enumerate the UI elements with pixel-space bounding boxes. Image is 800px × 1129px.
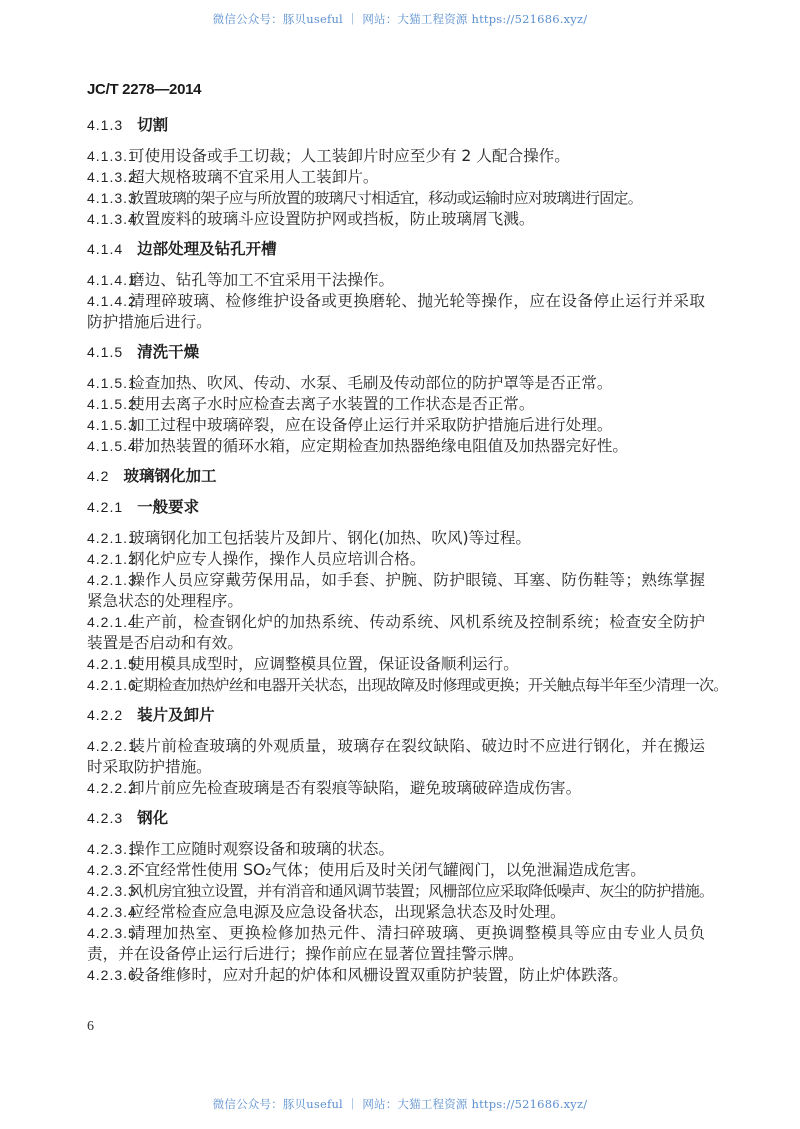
clause-number: 4.2.2.1 bbox=[87, 738, 137, 754]
clause-text: 清理碎玻璃、检修维护设备或更换磨轮、抛光轮等操作，应在设备停止运行并采取防护措施后进行。 bbox=[87, 292, 705, 331]
clause-number: 4.2.3.3 bbox=[87, 883, 137, 899]
clause-number: 4.1.3.1 bbox=[87, 148, 137, 164]
heading-text: 装片及卸片 bbox=[137, 706, 215, 724]
clause-number: 4.1.5.3 bbox=[87, 417, 137, 433]
watermark-top: 微信公众号：豚贝useful ｜ 网站：大猫工程资源 https://521686.xyz/ bbox=[212, 12, 588, 26]
clause-item bbox=[87, 209, 705, 230]
clause-number: 4.1.3.2 bbox=[87, 169, 137, 185]
clause-number: 4.1.5 bbox=[87, 344, 124, 360]
section-heading bbox=[87, 808, 705, 829]
clause-item bbox=[87, 675, 728, 696]
clause-text: 放置废料的玻璃斗应设置防护网或挡板，防止玻璃屑飞溅。 bbox=[129, 210, 535, 228]
clause-number: 4.2.1.6 bbox=[87, 677, 137, 693]
heading-text: 边部处理及钻孔开槽 bbox=[137, 240, 277, 258]
clause-item bbox=[87, 436, 705, 457]
watermark-bottom: 微信公众号：豚贝useful ｜ 网站：大猫工程资源 https://521686.xyz/ bbox=[212, 1097, 588, 1111]
clause-item bbox=[87, 778, 705, 799]
clause-number: 4.2.1.4 bbox=[87, 614, 137, 630]
clause-item bbox=[87, 736, 705, 778]
clause-text: 风机房宜独立设置，并有消音和通风调节装置；风栅部位应采取降低噪声、灰尘的防护措施。 bbox=[129, 882, 714, 900]
clause-item bbox=[87, 965, 705, 986]
clause-number: 4.2.1.2 bbox=[87, 551, 137, 567]
clause-item bbox=[87, 291, 705, 333]
clause-item bbox=[87, 570, 705, 612]
section-heading bbox=[87, 705, 705, 726]
clause-number: 4.2.3.5 bbox=[87, 925, 137, 941]
clause-text: 生产前，检查钢化炉的加热系统、传动系统、风机系统及控制系统；检查安全防护装置是否启动和有效。 bbox=[87, 613, 705, 652]
heading-text: 一般要求 bbox=[137, 498, 200, 516]
clause-text: 钢化炉应专人操作，操作人员应培训合格。 bbox=[129, 550, 426, 568]
clause-item bbox=[87, 167, 705, 188]
clause-item bbox=[87, 860, 705, 881]
clause-number: 4.1.3.4 bbox=[87, 211, 137, 227]
clause-number: 4.1.4.2 bbox=[87, 293, 137, 309]
section-heading bbox=[87, 342, 705, 363]
clause-item bbox=[87, 188, 705, 209]
standard-number: JC/T 2278—2014 bbox=[87, 81, 202, 98]
clause-number: 4.2 bbox=[87, 468, 110, 484]
clause-text: 操作人员应穿戴劳保用品，如手套、护腕、防护眼镜、耳塞、防伤鞋等；熟练掌握紧急状态的处理程序。 bbox=[87, 571, 705, 610]
clause-text: 磨边、钻孔等加工不宜采用干法操作。 bbox=[129, 271, 395, 289]
clause-text: 清理加热室、更换检修加热元件、清扫碎玻璃、更换调整模具等应由专业人员负责，并在设备停止运行后进行；操作前应在显著位置挂警示牌。 bbox=[87, 924, 705, 963]
clause-number: 4.2.3.1 bbox=[87, 841, 137, 857]
clause-number: 4.1.5.1 bbox=[87, 375, 137, 391]
clause-item bbox=[87, 415, 705, 436]
clause-item bbox=[87, 654, 705, 675]
clause-item bbox=[87, 839, 705, 860]
document-body bbox=[87, 115, 728, 986]
section-heading bbox=[87, 466, 705, 487]
clause-number: 4.2.3.2 bbox=[87, 862, 137, 878]
clause-text: 超大规格玻璃不宜采用人工装卸片。 bbox=[129, 168, 379, 186]
clause-number: 4.2.2.2 bbox=[87, 780, 137, 796]
clause-item bbox=[87, 881, 714, 902]
clause-text: 不宜经常性使用 SO₂气体；使用后及时关闭气罐阀门，以免泄漏造成危害。 bbox=[129, 861, 646, 879]
page-number: 6 bbox=[87, 1019, 94, 1034]
heading-text: 清洗干燥 bbox=[137, 343, 200, 361]
section-heading bbox=[87, 115, 705, 136]
clause-text: 卸片前应先检查玻璃是否有裂痕等缺陷，避免玻璃破碎造成伤害。 bbox=[129, 779, 582, 797]
clause-item bbox=[87, 612, 705, 654]
heading-text: 钢化 bbox=[137, 809, 169, 827]
clause-text: 设备维修时，应对升起的炉体和风栅设置双重防护装置，防止炉体跌落。 bbox=[129, 966, 629, 984]
clause-text: 操作工应随时观察设备和玻璃的状态。 bbox=[129, 840, 395, 858]
clause-number: 4.1.3 bbox=[87, 117, 124, 133]
clause-number: 4.2.2 bbox=[87, 707, 124, 723]
clause-item bbox=[87, 270, 705, 291]
clause-text: 定期检查加热炉丝和电器开关状态，出现故障及时修理或更换；开关触点每半年至少清理一次。 bbox=[129, 676, 728, 694]
clause-number: 4.2.1.1 bbox=[87, 530, 137, 546]
section-heading bbox=[87, 239, 705, 260]
clause-number: 4.2.3.4 bbox=[87, 904, 137, 920]
clause-text: 可使用设备或手工切裁；人工装卸片时应至少有 2 人配合操作。 bbox=[129, 147, 570, 165]
clause-number: 4.2.1 bbox=[87, 499, 124, 515]
clause-item bbox=[87, 146, 705, 167]
clause-number: 4.2.3.6 bbox=[87, 967, 137, 983]
section-heading bbox=[87, 497, 705, 518]
clause-text: 装片前检查玻璃的外观质量，玻璃存在裂纹缺陷、破边时不应进行钢化，并在搬运时采取防护措施。 bbox=[87, 737, 705, 776]
heading-text: 玻璃钢化加工 bbox=[123, 467, 217, 485]
clause-number: 4.1.5.4 bbox=[87, 438, 137, 454]
clause-text: 放置玻璃的架子应与所放置的玻璃尺寸相适宜，移动或运输时应对玻璃进行固定。 bbox=[129, 189, 643, 207]
clause-item bbox=[87, 394, 705, 415]
clause-item bbox=[87, 528, 705, 549]
clause-number: 4.2.3 bbox=[87, 810, 124, 826]
clause-text: 加工过程中玻璃碎裂，应在设备停止运行并采取防护措施后进行处理。 bbox=[129, 416, 613, 434]
clause-text: 应经常检查应急电源及应急设备状态，出现紧急状态及时处理。 bbox=[129, 903, 566, 921]
clause-number: 4.2.1.3 bbox=[87, 572, 137, 588]
clause-item bbox=[87, 373, 705, 394]
clause-text: 使用去离子水时应检查去离子水装置的工作状态是否正常。 bbox=[129, 395, 535, 413]
clause-number: 4.1.3.3 bbox=[87, 190, 137, 206]
clause-number: 4.1.5.2 bbox=[87, 396, 137, 412]
clause-item bbox=[87, 923, 705, 965]
clause-text: 带加热装置的循环水箱，应定期检查加热器绝缘电阻值及加热器完好性。 bbox=[129, 437, 629, 455]
heading-text: 切割 bbox=[137, 116, 169, 134]
clause-text: 检查加热、吹风、传动、水泵、毛刷及传动部位的防护罩等是否正常。 bbox=[129, 374, 613, 392]
clause-number: 4.1.4 bbox=[87, 241, 124, 257]
clause-item bbox=[87, 902, 705, 923]
clause-number: 4.1.4.1 bbox=[87, 272, 137, 288]
clause-number: 4.2.1.5 bbox=[87, 656, 137, 672]
clause-text: 使用模具成型时，应调整模具位置，保证设备顺利运行。 bbox=[129, 655, 519, 673]
clause-item bbox=[87, 549, 705, 570]
clause-text: 玻璃钢化加工包括装片及卸片、钢化(加热、吹风)等过程。 bbox=[129, 529, 532, 547]
